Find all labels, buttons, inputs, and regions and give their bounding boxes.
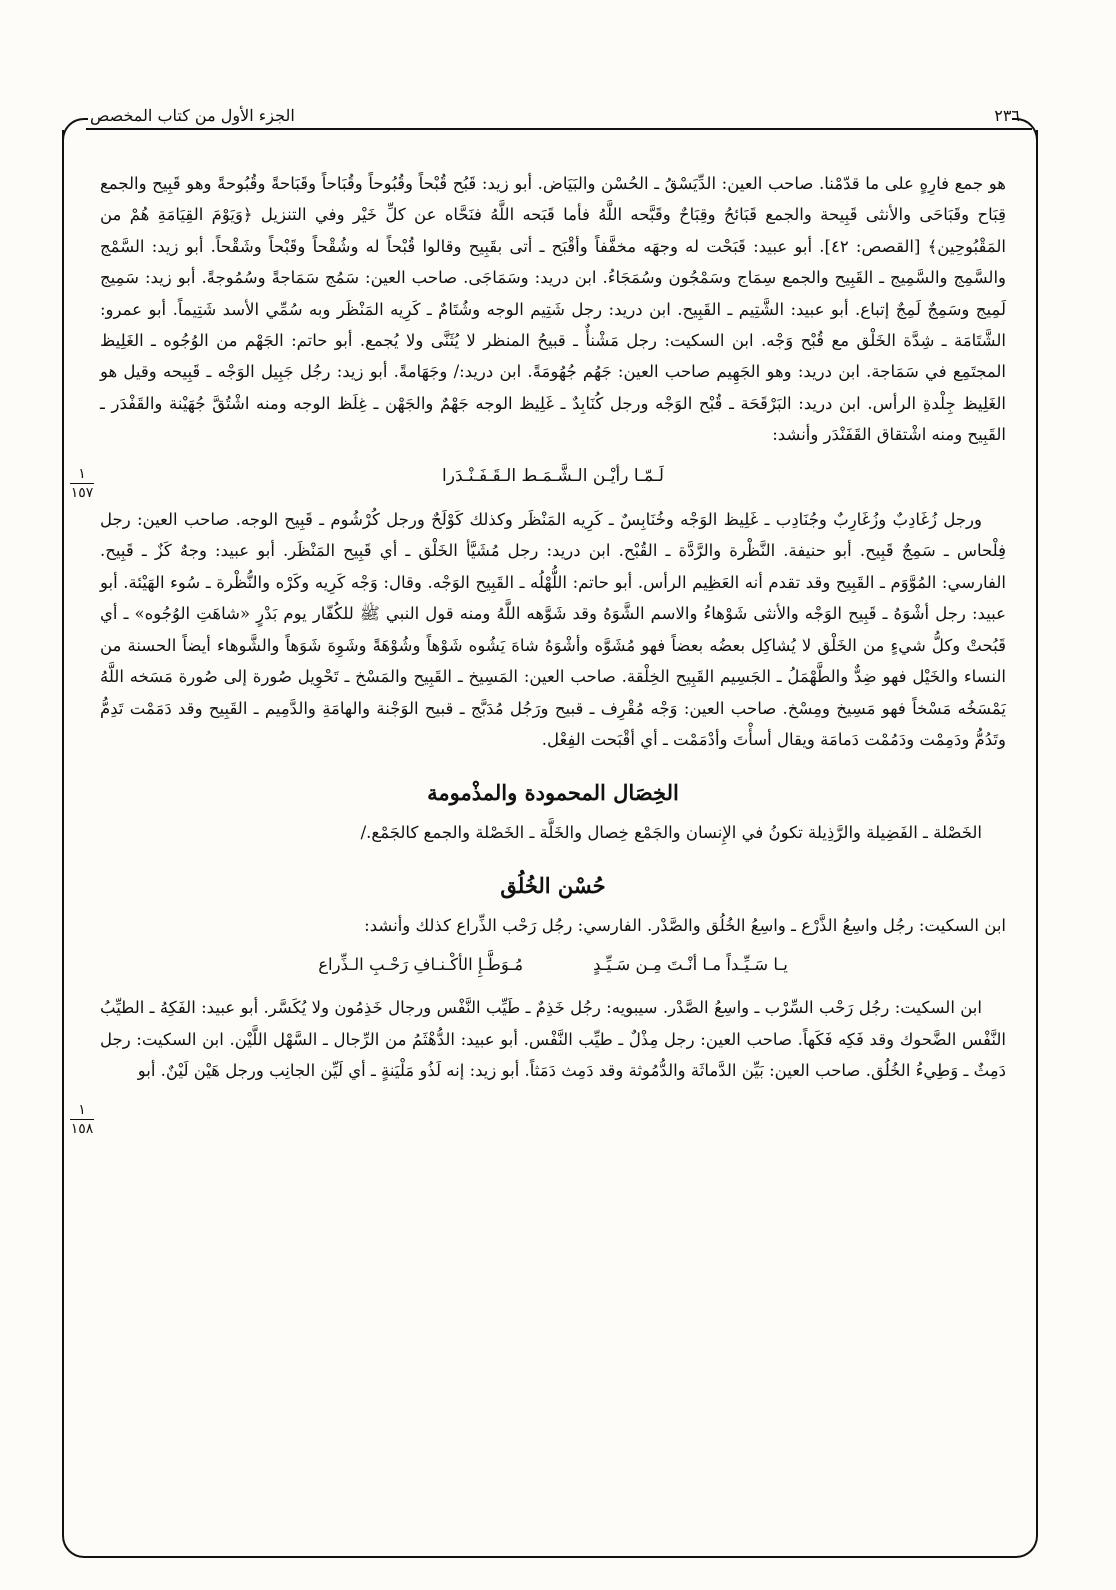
verse-couplet [100,949,1006,980]
verse-hemistich-right: يـا سَـيِّـداً مـا أنْـتَ مِـن سَـيِّـدٍ [593,954,788,974]
paragraph: ابن السكيت: رجُل رَحْب السِّرْب ـ واسِعُ الصَّدْر. سيبويه: رجُل خَذِمٌ ـ طَيِّب النَّفْس ورجال خَذِمُون ولا يُكَسَّر. أبو عبيد: الفَكِهُ ـ الطيِّبُ النَّفْس الضَّحوك وقد فَكِه فَكَهاً. صاحب العين: رجل مِذْلٌ ـ طيِّب النَّفْس. أبو عبيد: الدُّهْثَمُ من الرِّجال ـ السَّهْل اللَّيْن. ابن السكيت: رجل دَمِثٌ ـ وَطِيءُ الخُلُق. صاحب العين: بَيِّن الدَّماثَة والدُّمُوثة وقد دَمِث دَمَثاً. أبو زيد: إنه لَذُو مَلْيَنةٍ ـ أي لَيِّن الجانِب ورجل هَيْن لَيْنٌ. أبو [100,998,1006,1081]
margin-folio-note [62,1102,102,1137]
page-number: ٢٣٦ [994,106,1020,125]
margin-note-rule [70,1119,94,1120]
margin-note-bottom: ١٥٨ [70,1121,94,1137]
paragraph: ورجل زُغَادِبٌ وزُغَارِبٌ وجُنَادِب ـ غَلِيظ الوَجْه وخُنَابِسٌ ـ كَرِيه المَنْظَر وكذلك كَوْلَحٌ ورجل كُرْشُوم ـ قَبِيح الوجه. صاحب العين: رجل فِلْحاس ـ سَمِجٌ قَبِيح. أبو حنيفة. النَّظْرة والرَّدَّة ـ القُبْح. ابن دريد: رجل مُشَيَّأ الخَلْق ـ أي قَبِيح المَنْظَر. أبو عبيد: وجهٌ كَزٌ ـ قَبِيح. الفارسي: المُوَّوَم ـ القَبِيح وقد تقدم أنه العَظِيم الرأس. أبو حاتم: اللُّهْلُه ـ القَبِيح الوَجْه. وقال: وَجْه كَرِيه وكَرْه والنُّظْرة ـ سُوء الهَيْئة. أبو عبيد: رجل أشْوَهُ ـ قَبِيح الوَجْه والأنثى شَوْهاءُ والاسم الشَّوَهُ وقد شَوَّهه اللَّهُ ومنه قول النبي ﷺ للكُفّار يوم بَدْرٍ «شاهَتِ الوُجُوه» ـ أي قَبُحتْ وكلُّ شيءٍ من الخَلْق لا يُشاكِل بعضُه بعضاً فهو مُشَوَّه وأشْوَهُ شاهَ يَشُوه شَوْهاً وشُوْهَةً وشَوِهَ شَوَهاً والشَّوهاء أيضاً الحسنة من النساء والخَيْل فهو ضِدٌّ والطَّهْمَلُ ـ الجَسِيم القَبِيح الخِلْقة. صاحب العين: المَسِيخ ـ القَبِيح والمَسْخ ـ تَحْوِيل صُورة إلى صُورة مَسَخه اللَّهُ يَمْسَخُه مَسْخاً فهو مَسِيخ ومِسْخ. صاحب العين: وَجْه مُقْرِف ـ قبيح ورَجُل مُدَبَّج ـ قبيح الوَجْنة والهامَةِ والدَّمِيم ـ القَبِيح وقد دَمَمْت تَدِمُّ وتَدُمُّ ودَمِمْت ودَمُمْت دَمامَة ويقال أسأْتَ وأدْمَمْت ـ أي أقْبَحت الفِعْل. [100,510,1006,749]
section-heading: الخِصَال المحمودة والمذْمومة [427,780,679,806]
margin-note-bottom: ١٥٧ [70,485,94,501]
margin-note-rule [70,483,94,484]
verse-hemistich-left: مُـوَطَّـإِ الأكْـنـافِ رَحْـبِ الـذِّراع [318,954,524,974]
book-title: الجزء الأول من كتاب المخصص [90,106,295,125]
margin-folio-note [62,466,102,501]
margin-note-top: ١ [78,1102,86,1118]
paragraph: ابن السكيت: رجُل واسِعُ الذَّرْع ـ واسِعُ الخُلُق والصَّدْر. الفارسي: رجُل رَحْب الذِّراع كذلك وأنشد: [364,915,1006,935]
paragraph: الخَصْلة ـ الفَضِيلة والرَّذِيلة تكونُ في الإِنسان والجَمْع خِصال والخَلَّة ـ الخَصْلة والجمع كالجَمْع./ [360,822,982,842]
margin-note-top: ١ [78,466,86,482]
page-body [100,168,1006,1087]
paragraph: هو جمع فارِهٍ على ما قدّمْنا. صاحب العين: الدِّيَسْقُ ـ الحُسْن والبَيَاض. أبو زيد: قَبُح قُبْحاً وقُبُوحاً وقُبَاحاً وقَبَاحةً وقُبُوحةً وهو قَبِيح والجمع قِبَاح وقَبَاحَى والأنثى قَبِيحة والجمع قَبَائحُ وقِبَاحٌ وقَبَّحه اللَّهُ فأما قَبَحه اللَّهُ فنَحَّاه عن كلِّ خَيْر وفي التنزيل ﴿وَيَوْمَ القِيَامَةِ هُمْ من المَقْبُوحِين﴾ [القصص: ٤٢]. أبو عبيد: قَبَحْت له وجهَه مخفَّفاً وأقْبَح ـ أتى بقَبِيح وقالوا قُبْحاً له وشُقْحاً وقَبْحاً وشَقْحاً. أبو زيد: السَّمْج والسَّمِج والسَّمِيج ـ القَبِيح والجمع سِمَاج وسَمْجُون وسُمَجَاءُ. ابن دريد: وسَمَاجَى. صاحب العين: سَمُج سَمَاجةً وسُمُوجةً. أبو زيد: سَمِيج لَمِيج وسَمِجٌ لَمِجٌ إتباع. أبو عبيد: الشَّتِيم ـ القَبِيح. ابن دريد: رجل شَتِيم الوجه وشُتَامٌ ـ كَرِيه المَنْظَر وبه سُمِّي الأسد شَتِيماً. أبو عمرو: الشَّتَامَة ـ شِدَّة الخَلْق مع قُبْح وَجْه. ابن السكيت: رجل مَشْنأٌ ـ قبيحُ المنظر لا يُثَنَّى ولا يُجمع. أبو حاتم: الجَهْم من الوُجُوه ـ الغَلِيظ المجتَمِع في سَمَاجة. ابن دريد: وهو الجَهِيم صاحب العين: جَهُم جُهُومَةً. ابن دريد:/ وجَهَامةً. أبو زيد: رجُل جَبِيل الوَجْه ـ قَبِيحه وقيل هو الغَلِيظ جِلْدةِ الرأس. ابن دريد: البَرْقَحَة ـ قُبْح الوَجْه ورجل كُنَابِدٌ ـ غَلِيظ الوجه جَهْمٌ والجَهْن ـ غِلَظ الوجه ومنه اشْتُقَّ جُهَيْنة والقَفْدَر ـ القَبِيح ومنه اشْتقاق القَفَنْدَر وأنشد: [100,174,1006,445]
verse-line: لَـمّـا رأيْـن الـشَّـمَـط الـقَـفَـنْـدَرا [442,465,664,486]
running-header [86,104,1032,130]
section-heading: حُسْن الخُلُق [500,873,606,899]
